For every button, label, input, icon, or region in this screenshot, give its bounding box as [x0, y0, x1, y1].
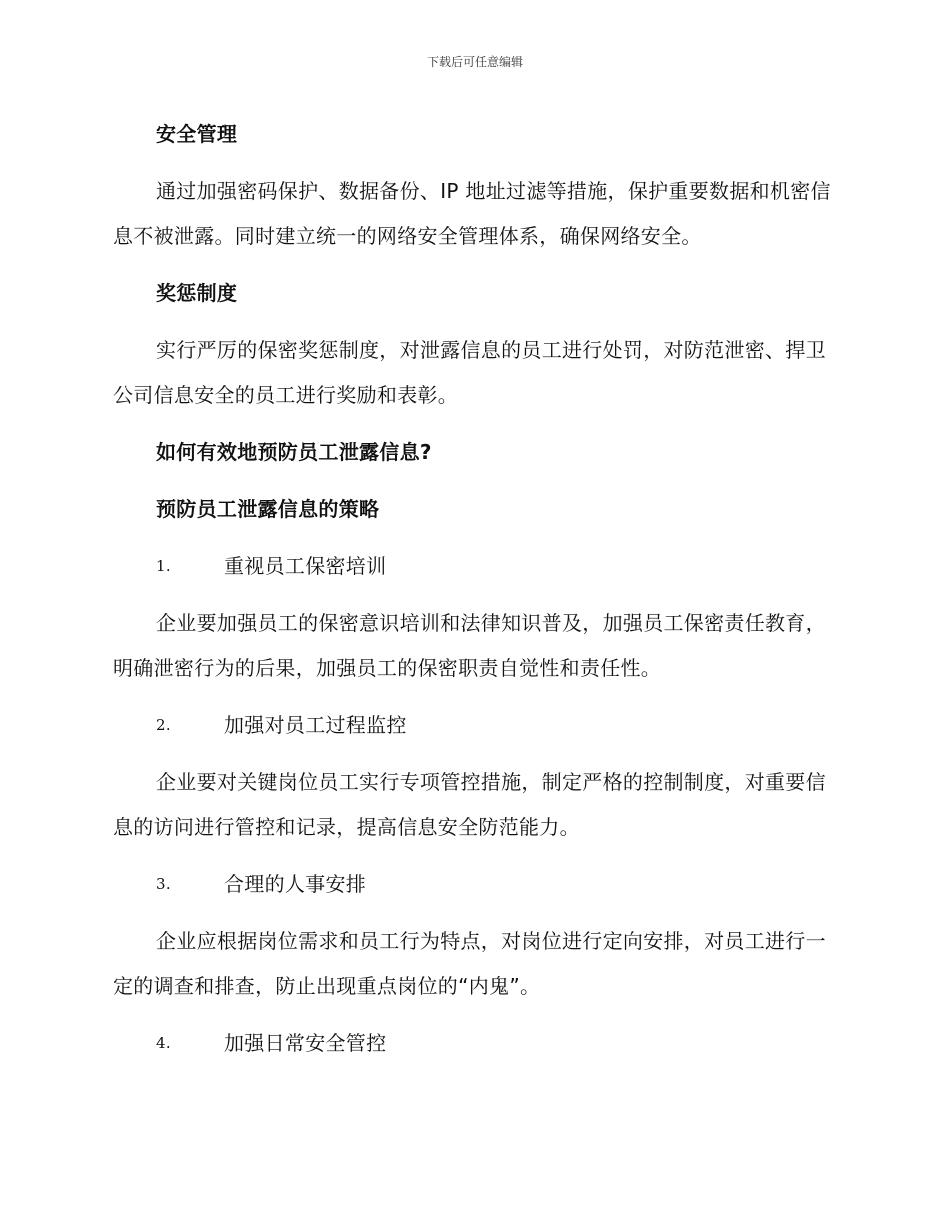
- list-number: 2.: [156, 716, 171, 734]
- list-item-4: [156, 1021, 833, 1066]
- section-heading-rewards: 奖惩制度: [156, 281, 238, 305]
- list-item-title: 合理的人事安排: [224, 872, 367, 896]
- list-item-3: [156, 862, 833, 907]
- page-header: 下载后可任意编辑: [426, 55, 523, 69]
- section-heading-question: 如何有效地预防员工泄露信息?: [156, 440, 432, 464]
- list-item-1: [156, 544, 833, 589]
- list-number: 4.: [156, 1034, 171, 1052]
- list-item-2: [156, 703, 833, 748]
- list-item-paragraph: 企业要加强员工的保密意识培训和法律知识普及，加强员工保密责任教育，明确泄密行为的后果，加强员工的保密职责自觉性和责任性。: [113, 611, 826, 680]
- list-item-title: 加强日常安全管控: [224, 1031, 387, 1055]
- list-item-paragraph: 企业要对关键岗位员工实行专项管控措施，制定严格的控制制度，对重要信息的访问进行管控和记录，提高信息安全防范能力。: [113, 770, 826, 839]
- paragraph-rewards: 实行严厉的保密奖惩制度，对泄露信息的员工进行处罚，对防范泄密、捍卫公司信息安全的员工进行奖励和表彰。: [113, 338, 826, 407]
- list-item-paragraph: 企业应根据岗位需求和员工行为特点，对岗位进行定向安排，对员工进行一定的调查和排查，防止出现重点岗位的“内鬼”。: [113, 929, 826, 998]
- list-item-title: 加强对员工过程监控: [224, 713, 407, 737]
- list-item-title: 重视员工保密培训: [224, 554, 387, 578]
- list-number: 1.: [156, 557, 171, 575]
- list-number: 3.: [156, 875, 171, 893]
- paragraph-security: 通过加强密码保护、数据备份、IP 地址过滤等措施，保护重要数据和机密信息不被泄露。同时建立统一的网络安全管理体系，确保网络安全。: [113, 179, 831, 248]
- document-body: [113, 112, 833, 1066]
- section-heading-security: 安全管理: [156, 122, 238, 146]
- section-heading-strategy: 预防员工泄露信息的策略: [156, 497, 380, 521]
